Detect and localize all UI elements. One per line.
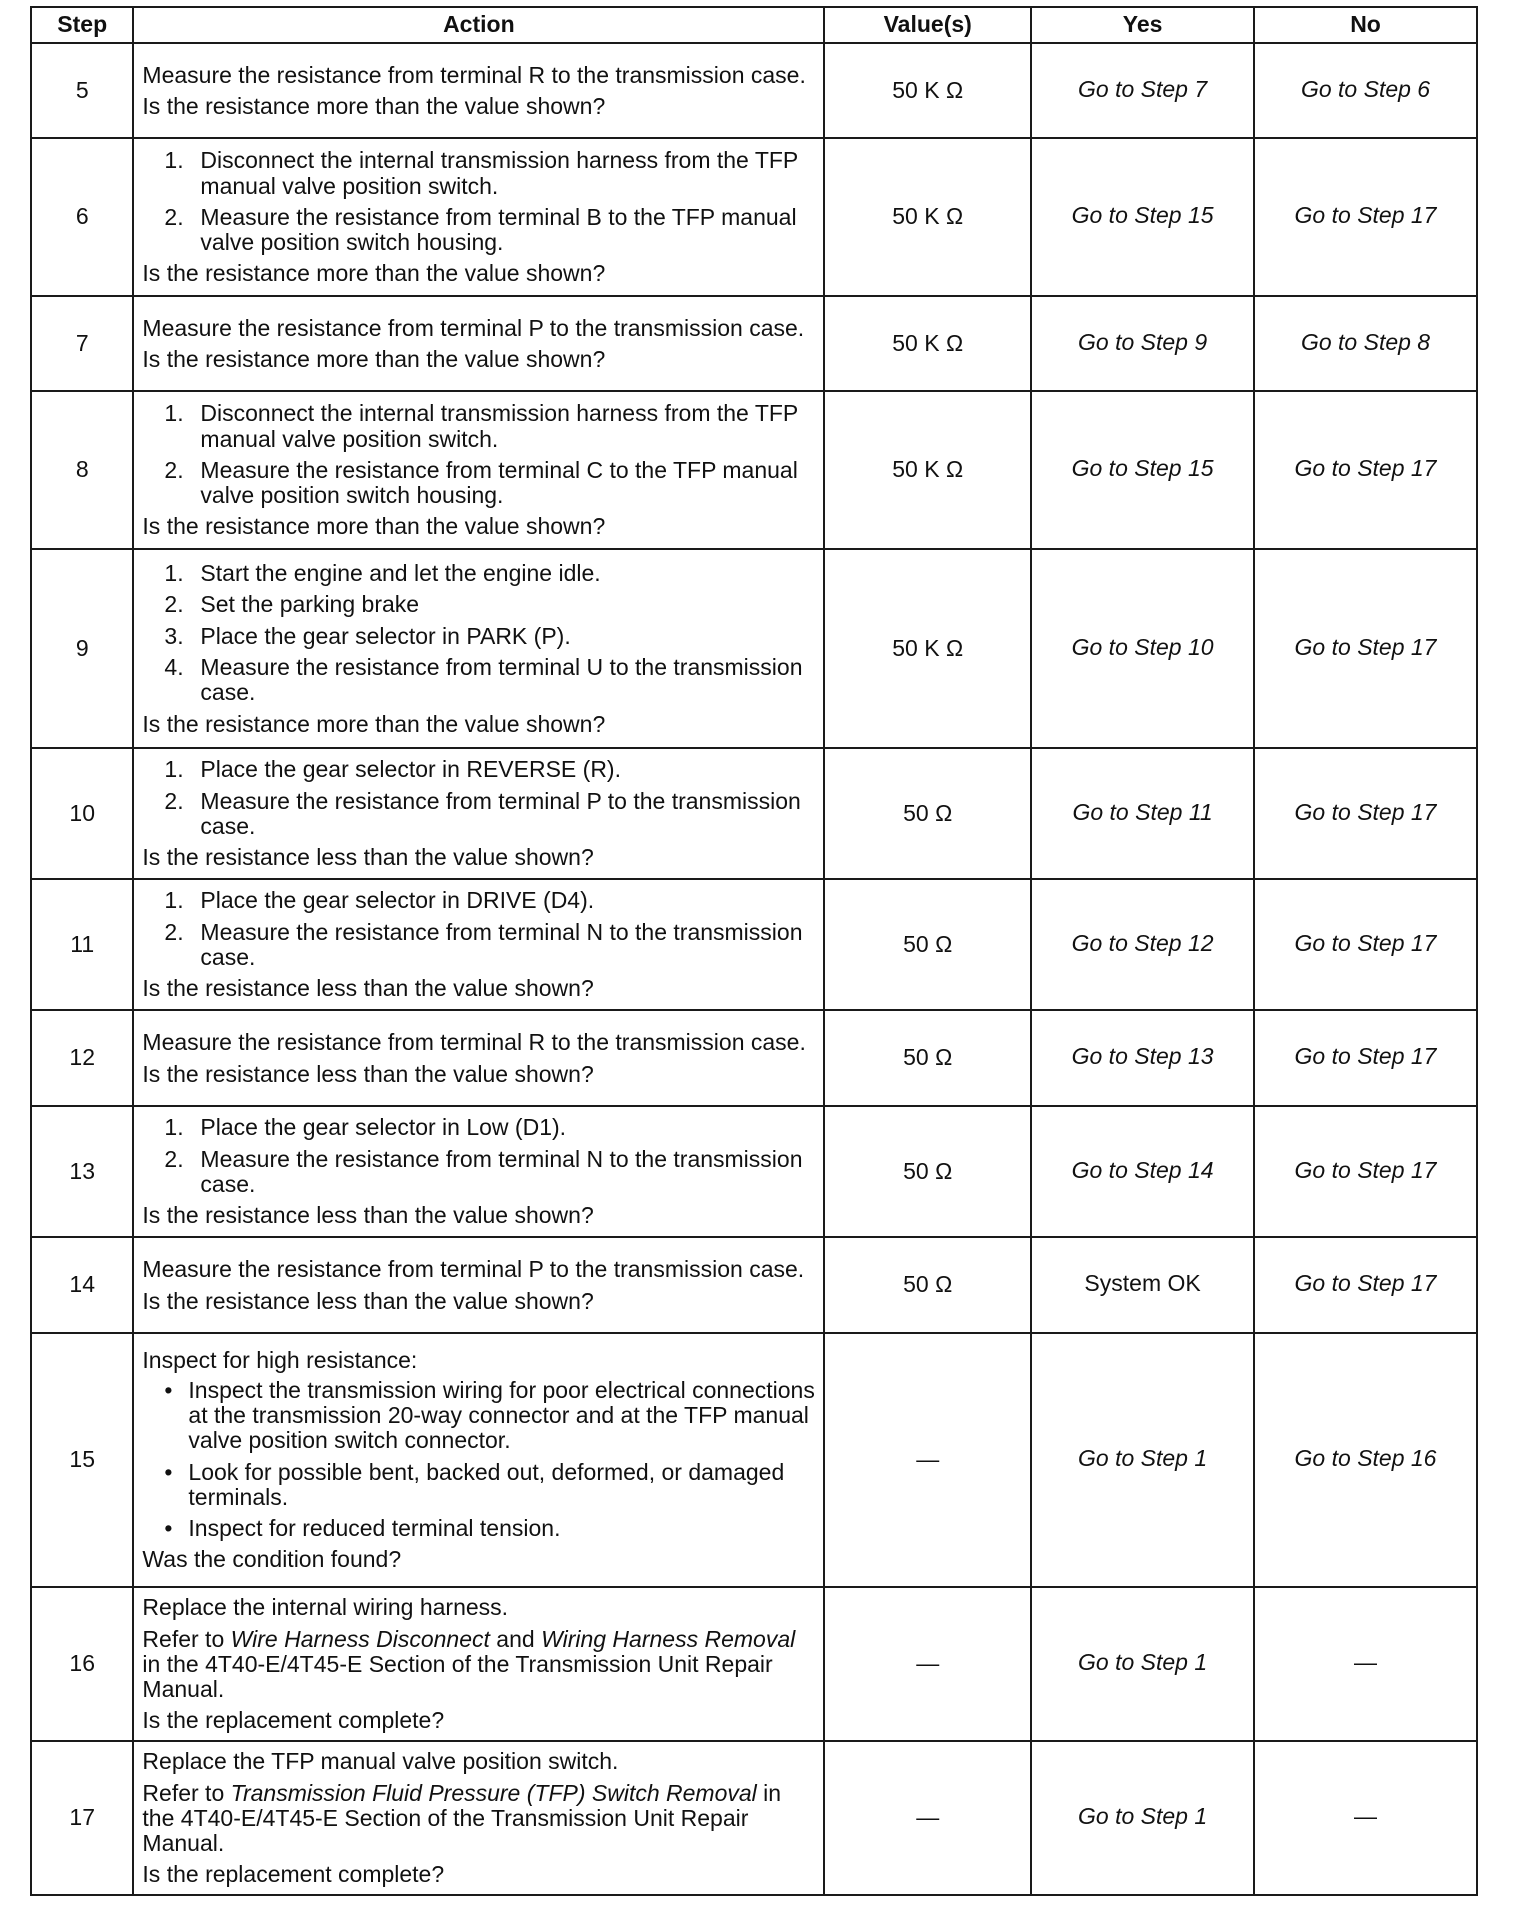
refer-text: Refer to Wire Harness Disconnect and Wiring Harness Removal in the 4T40-E/4T45-E Section of the Transmission Unit Repair Manual. (142, 1625, 796, 1703)
action-step: 3. Place the gear selector in PARK (P). (164, 622, 571, 649)
action-question: Was the condition found? (142, 1546, 402, 1573)
no-cell: Go to Step 17 (1254, 391, 1477, 549)
value-cell: — (824, 1587, 1031, 1741)
no-cell: Go to Step 8 (1254, 296, 1477, 391)
step-number: 17 (31, 1741, 133, 1895)
action-question: Is the resistance less than the value shown? (142, 1287, 594, 1314)
action-step: 1. Place the gear selector in DRIVE (D4). (164, 887, 595, 914)
table-row (31, 549, 1477, 748)
value-cell: 50 Ω (824, 748, 1031, 879)
table-row (31, 1741, 1477, 1895)
action-question: Is the resistance less than the value shown? (142, 1202, 594, 1229)
action-question: Is the resistance more than the value shown? (142, 346, 606, 372)
table-row (31, 1237, 1477, 1333)
header-yes: Yes (1031, 7, 1254, 43)
table-row (31, 138, 1477, 296)
yes-cell: Go to Step 1 (1031, 1587, 1254, 1741)
step-number: 14 (31, 1237, 133, 1333)
no-cell: Go to Step 17 (1254, 1010, 1477, 1106)
action-bullet: • Look for possible bent, backed out, deformed, or damaged terminals. (164, 1458, 785, 1510)
no-cell: Go to Step 17 (1254, 138, 1477, 296)
action-cell (133, 748, 824, 879)
action-steps (142, 561, 815, 705)
action-cell (133, 296, 824, 391)
step-number: 6 (31, 138, 133, 296)
yes-cell: Go to Step 14 (1031, 1106, 1254, 1237)
no-cell: Go to Step 6 (1254, 43, 1477, 138)
action-step: 1. Start the engine and let the engine idle. (164, 560, 601, 587)
value-cell: — (824, 1333, 1031, 1587)
action-cell (133, 138, 824, 296)
action-text: Measure the resistance from terminal R to the transmission case. (142, 61, 806, 88)
action-text: Replace the TFP manual valve position switch. (142, 1748, 619, 1775)
action-cell (133, 549, 824, 748)
yes-cell: Go to Step 11 (1031, 748, 1254, 879)
value-cell: — (824, 1741, 1031, 1895)
step-number: 12 (31, 1010, 133, 1106)
action-cell (133, 1010, 824, 1106)
action-step: 2. Measure the resistance from terminal N to the transmission case. (164, 1145, 803, 1197)
yes-cell: Go to Step 15 (1031, 391, 1254, 549)
diagnostic-table (30, 6, 1478, 1896)
value-cell: 50 Ω (824, 1237, 1031, 1333)
table-row (31, 748, 1477, 879)
value-cell: 50 K Ω (824, 138, 1031, 296)
action-bullets (142, 1378, 815, 1542)
action-step: 2. Set the parking brake (164, 591, 420, 618)
value-cell: 50 K Ω (824, 43, 1031, 138)
action-cell (133, 1741, 824, 1895)
table-row (31, 296, 1477, 391)
yes-cell: Go to Step 1 (1031, 1333, 1254, 1587)
action-text: Measure the resistance from terminal R to the transmission case. (142, 1029, 806, 1056)
action-question: Is the resistance less than the value shown? (142, 844, 594, 871)
value-cell: 50 K Ω (824, 296, 1031, 391)
action-step: 1. Place the gear selector in Low (D1). (164, 1114, 567, 1141)
action-question: Is the resistance more than the value shown? (142, 710, 606, 737)
step-number: 5 (31, 43, 133, 138)
step-number: 7 (31, 296, 133, 391)
action-question: Is the replacement complete? (142, 1707, 445, 1734)
action-bullet: • Inspect for reduced terminal tension. (164, 1515, 561, 1542)
yes-cell: System OK (1031, 1237, 1254, 1333)
action-text: Measure the resistance from terminal P to the transmission case. (142, 314, 805, 341)
action-question: Is the resistance less than the value shown? (142, 975, 594, 1002)
no-cell: Go to Step 16 (1254, 1333, 1477, 1587)
table-row (31, 391, 1477, 549)
header-no: No (1254, 7, 1477, 43)
value-cell: 50 Ω (824, 879, 1031, 1010)
action-step: 2. Measure the resistance from terminal P to the transmission case. (164, 787, 801, 839)
step-number: 16 (31, 1587, 133, 1741)
refer-text: Refer to Transmission Fluid Pressure (TFP) Switch Removal in the 4T40-E/4T45-E Section of the Transmission Unit Repair Manual. (142, 1779, 782, 1857)
table-row (31, 1587, 1477, 1741)
value-cell: 50 K Ω (824, 549, 1031, 748)
action-step: 2. Measure the resistance from terminal C to the TFP manual valve position switch housing. (164, 456, 798, 509)
no-cell: Go to Step 17 (1254, 748, 1477, 879)
action-cell (133, 879, 824, 1010)
table-row (31, 43, 1477, 138)
action-bullet: • Inspect the transmission wiring for poor electrical connections at the transmission 20-way connector and at the TFP manual valve position switch connector. (164, 1376, 815, 1454)
no-cell: — (1254, 1741, 1477, 1895)
value-cell: 50 Ω (824, 1010, 1031, 1106)
step-number: 15 (31, 1333, 133, 1587)
action-question: Is the resistance more than the value shown? (142, 260, 606, 287)
action-steps (142, 888, 815, 970)
header-step: Step (31, 7, 133, 43)
table-row (31, 879, 1477, 1010)
header-value: Value(s) (824, 7, 1031, 43)
value-cell: 50 K Ω (824, 391, 1031, 549)
table-row (31, 1106, 1477, 1237)
header-row (31, 7, 1477, 43)
step-number: 9 (31, 549, 133, 748)
action-cell (133, 1237, 824, 1333)
action-steps (142, 148, 815, 255)
action-cell (133, 1106, 824, 1237)
action-text: Inspect for high resistance: (142, 1347, 418, 1374)
yes-cell: Go to Step 9 (1031, 296, 1254, 391)
action-cell (133, 391, 824, 549)
action-text: Measure the resistance from terminal P to the transmission case. (142, 1256, 805, 1283)
yes-cell: Go to Step 10 (1031, 549, 1254, 748)
yes-cell: Go to Step 12 (1031, 879, 1254, 1010)
header-action: Action (133, 7, 824, 43)
action-text: Replace the internal wiring harness. (142, 1594, 509, 1621)
yes-cell: Go to Step 15 (1031, 138, 1254, 296)
action-step: 1. Disconnect the internal transmission harness from the TFP manual valve position switch. (164, 147, 798, 199)
action-steps (142, 1115, 815, 1197)
action-step: 2. Measure the resistance from terminal N to the transmission case. (164, 918, 803, 970)
table-row (31, 1333, 1477, 1587)
step-number: 10 (31, 748, 133, 879)
no-cell: — (1254, 1587, 1477, 1741)
no-cell: Go to Step 17 (1254, 1106, 1477, 1237)
action-question: Is the resistance less than the value shown? (142, 1060, 594, 1087)
action-cell (133, 1587, 824, 1741)
step-number: 11 (31, 879, 133, 1010)
action-cell (133, 43, 824, 138)
step-number: 8 (31, 391, 133, 549)
value-cell: 50 Ω (824, 1106, 1031, 1237)
no-cell: Go to Step 17 (1254, 549, 1477, 748)
yes-cell: Go to Step 7 (1031, 43, 1254, 138)
action-cell (133, 1333, 824, 1587)
yes-cell: Go to Step 1 (1031, 1741, 1254, 1895)
no-cell: Go to Step 17 (1254, 1237, 1477, 1333)
action-question: Is the resistance more than the value shown? (142, 513, 606, 540)
action-question: Is the replacement complete? (142, 1861, 445, 1888)
table-row (31, 1010, 1477, 1106)
action-step: 4. Measure the resistance from terminal U to the transmission case. (164, 654, 803, 706)
action-steps (142, 401, 815, 508)
action-step: 2. Measure the resistance from terminal B to the TFP manual valve position switch housing. (164, 203, 797, 256)
no-cell: Go to Step 17 (1254, 879, 1477, 1010)
action-step: 1. Disconnect the internal transmission harness from the TFP manual valve position switch. (164, 400, 798, 452)
action-question: Is the resistance more than the value shown? (142, 93, 606, 119)
yes-cell: Go to Step 13 (1031, 1010, 1254, 1106)
action-step: 1. Place the gear selector in REVERSE (R). (164, 756, 621, 783)
step-number: 13 (31, 1106, 133, 1237)
action-steps (142, 757, 815, 839)
